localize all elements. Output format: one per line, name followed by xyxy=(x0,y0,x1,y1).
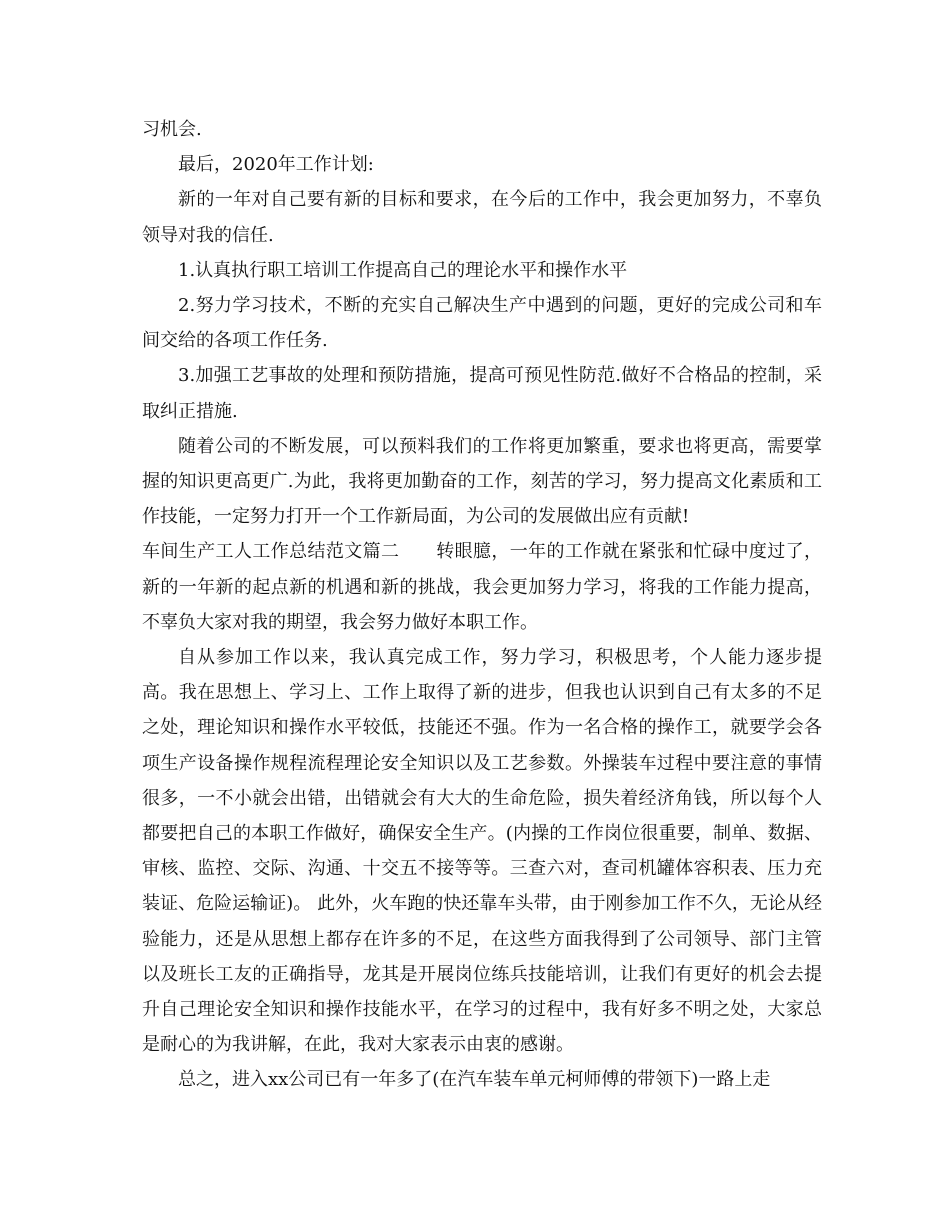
paragraph-6: 3.加强工艺事故的处理和预防措施，提高可预见性防范.做好不合格品的控制，采取纠正措施. xyxy=(142,365,822,422)
document-body xyxy=(142,112,822,1098)
paragraph-8: 车间生产工人工作总结范文篇二 转眼臆，一年的工作就在紧张和忙碌中度过了，新的一年新的起点新的机遇和新的挑战，我会更加努力学习，将我的工作能力提高，不辜负大家对我的期望，我会努力做好本职工作。 xyxy=(142,541,822,633)
paragraph-10: 总之，进入xx公司已有一年多了(在汽车装车单元柯师傅的带领下)一路上走 xyxy=(178,1069,771,1091)
paragraph-3: 新的一年对自己要有新的目标和要求，在今后的工作中，我会更加努力，不辜负领导对我的信任. xyxy=(142,189,822,246)
paragraph-9: 自从参加工作以来，我认真完成工作，努力学习，积极思考，个人能力逐步提高。我在思想上、学习上、工作上取得了新的进步，但我也认识到自己有太多的不足之处，理论知识和操作水平较低，技能还不强。作为一名合格的操作工，就要学会各项生产设备操作规程流程理论安全知识以及工艺参数。外操装车过程中要注意的事情很多，一不小就会出错，出错就会有大大的生命危险，损失着经济角钱，所以每个人都要把自己的本职工作做好，确保安全生产。(内操的工作岗位很重要，制单、数据、审核、监控、交际、沟通、十交五不接等等。三查六对，查司机罐体容积表、压力充装证、危险运输证)。 此外，火车跑的快还靠车头带，由于刚参加工作不久，无论从经验能力，还是从思想上都存在许多的不足，在这些方面我得到了公司领导、部门主管以及班长工友的正确指导，龙其是开展岗位练兵技能培训，让我们有更好的机会去提升自己理论安全知识和操作技能水平，在学习的过程中，我有好多不明之处，大家总是耐心的为我讲解，在此，我对大家表示由衷的感谢。 xyxy=(142,647,822,1056)
paragraph-2: 最后，2020年工作计划: xyxy=(178,154,374,176)
paragraph-5: 2.努力学习技术，不断的充实自己解决生产中遇到的问题，更好的完成公司和车间交给的各项工作任务. xyxy=(142,295,822,352)
paragraph-7: 随着公司的不断发展，可以预料我们的工作将更加繁重，要求也将更高，需要掌握的知识更高更广.为此，我将更加勤奋的工作，刻苦的学习，努力提高文化素质和工作技能，一定努力打开一个工作新局面，为公司的发展做出应有贡献! xyxy=(142,435,822,528)
paragraph-4: 1.认真执行职工培训工作提高自己的理论水平和操作水平 xyxy=(178,259,628,281)
paragraph-1: 习机会. xyxy=(142,119,202,140)
